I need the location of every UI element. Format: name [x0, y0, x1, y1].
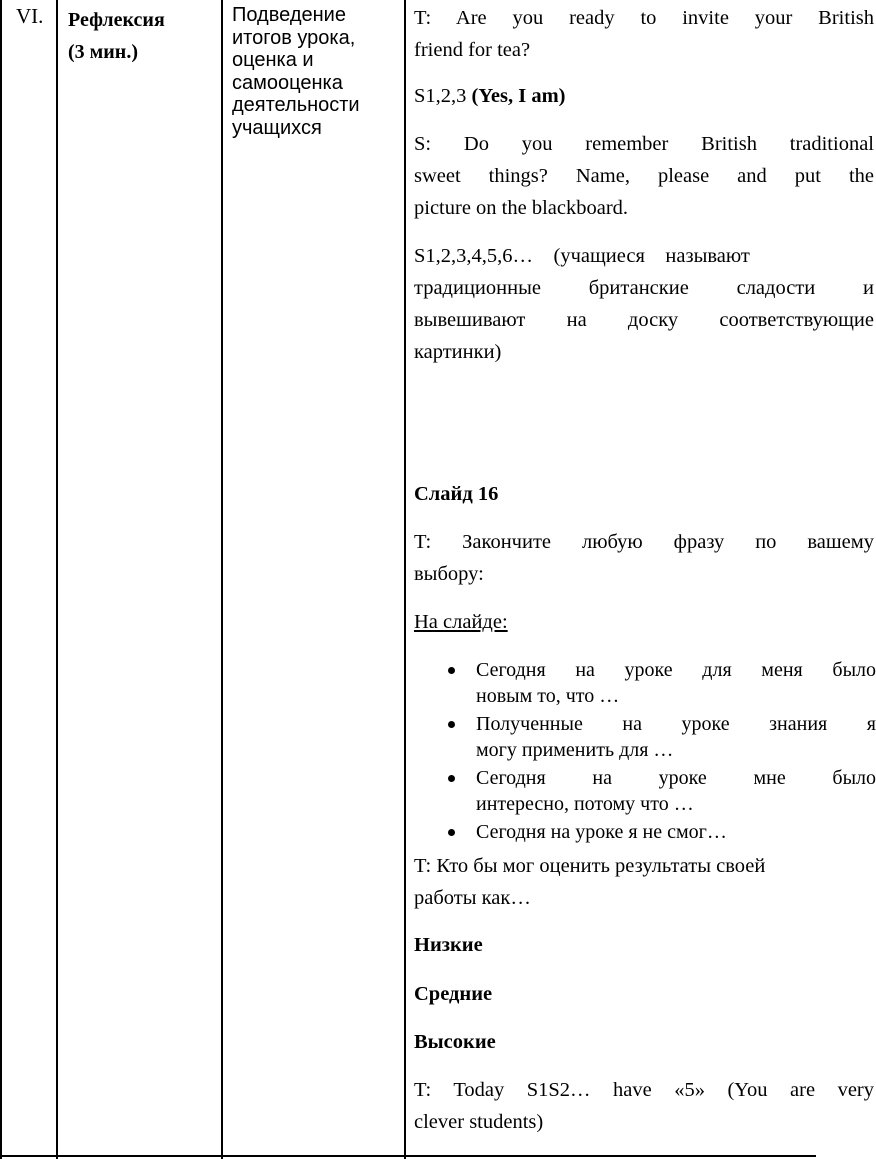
teacher-instruction: выбору:	[414, 563, 484, 585]
teacher-question: picture on the blackboard.	[414, 197, 629, 219]
students-answer	[414, 80, 565, 112]
students-answer-bold: (Yes, I am)	[471, 85, 566, 107]
teacher-line: T: Are you ready to invite your British	[414, 7, 874, 29]
teacher-question: T: Кто бы мог оценить результаты своей	[414, 855, 766, 877]
assessment-level-mid: Средние	[414, 983, 493, 1005]
bullet-item: Сегодня на уроке мне было	[476, 767, 876, 789]
stage-title: Рефлексия	[68, 9, 165, 31]
assessment-level-high: Высокие	[414, 1031, 496, 1053]
slide-label: Слайд 16	[414, 483, 499, 505]
table-border-left	[0, 0, 2, 1159]
students-activity: вывешивают на доску соответствующие	[414, 309, 874, 331]
goal-line: учащихся	[232, 116, 322, 139]
bullet-icon	[448, 829, 458, 839]
bullet-icon	[448, 775, 458, 785]
students-label: S1,2,3	[414, 85, 472, 107]
on-slide-heading: На слайде:	[414, 611, 508, 633]
students-activity: традиционные британские сладости и	[414, 277, 874, 299]
goal-line: деятельности	[232, 94, 360, 116]
assessment-level-low: Низкие	[414, 934, 483, 956]
teacher-conclusion: clever students)	[414, 1111, 544, 1133]
teacher-line: friend for tea?	[414, 39, 531, 61]
stage-duration: (3 мин.)	[68, 41, 138, 63]
students-activity: картинки)	[414, 341, 502, 363]
column-divider	[404, 0, 406, 1159]
bullet-icon	[448, 721, 458, 731]
bullet-item: могу применить для …	[476, 739, 674, 761]
bullet-icon	[448, 667, 458, 677]
bullet-item: новым то, что …	[476, 685, 620, 707]
stage-number: VI.	[16, 4, 44, 28]
teacher-question: sweet things? Name, please and put the	[414, 165, 874, 187]
bullet-item: интересно, потому что …	[476, 793, 694, 815]
bullet-item: Сегодня на уроке для меня было	[476, 659, 876, 681]
teacher-conclusion: T: Today S1S2… have «5» (You are very	[414, 1079, 874, 1101]
stage-name-cell	[68, 4, 218, 68]
teacher-question: работы как…	[414, 887, 531, 909]
teacher-instruction: T: Закончите любую фразу по вашему	[414, 531, 874, 553]
goal-line: самооценка	[232, 71, 343, 94]
bullet-item: Сегодня на уроке я не смог…	[476, 821, 727, 843]
students-activity: S1,2,3,4,5,6… (учащиеся называют	[414, 245, 750, 267]
goal-line: итогов урока,	[232, 26, 356, 49]
teacher-question: S: Do you remember British traditional	[414, 133, 874, 155]
goal-line: оценка и	[232, 49, 314, 71]
bullet-item: Полученные на уроке знания я	[476, 713, 876, 735]
activity-content-cell	[414, 0, 876, 1159]
stage-goal-cell	[232, 4, 400, 139]
goal-line: Подведение	[232, 4, 346, 26]
column-divider	[221, 0, 223, 1159]
column-divider	[56, 0, 58, 1159]
